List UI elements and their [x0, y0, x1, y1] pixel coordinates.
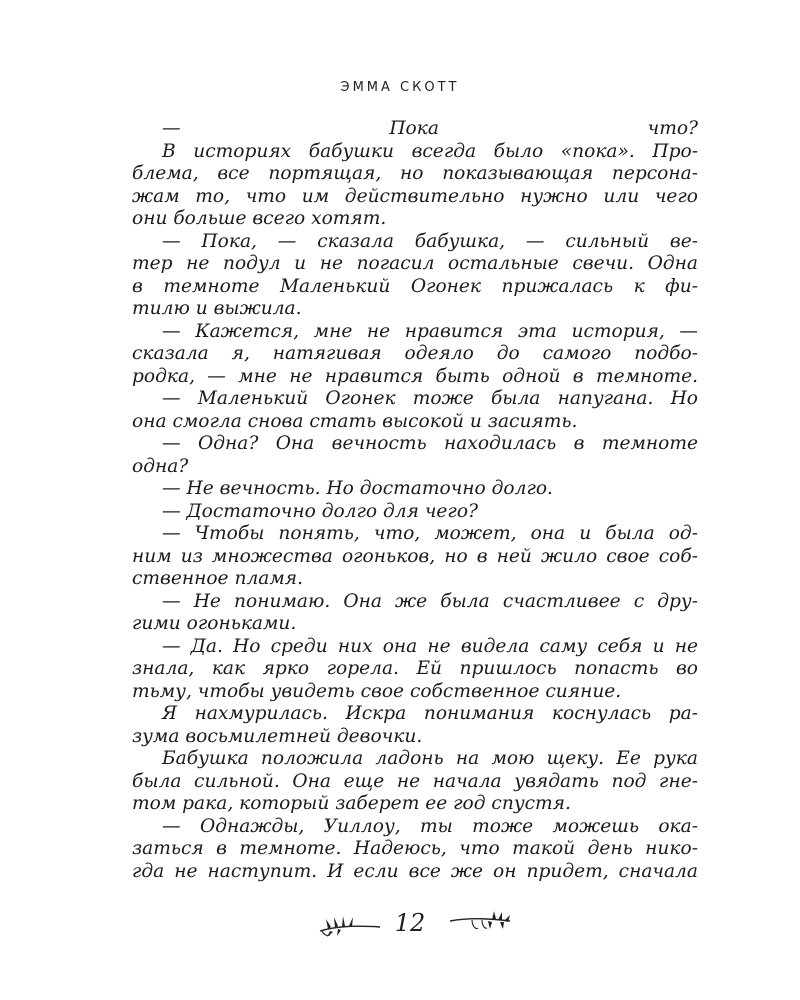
text-line: — Да. Но среди них она не видела саму себя и не	[162, 635, 698, 657]
text-line: — Одна? Она вечность находилась в темноте	[162, 433, 698, 454]
text-line: Бабушка положила ладонь на мою щеку. Ее рука	[162, 748, 698, 769]
page-footer	[0, 905, 800, 945]
text-line: — Достаточно долго для чего?	[162, 500, 478, 522]
text-line: — Чтобы понять, что, может, она и была од-	[162, 523, 698, 544]
text-line: зума восьмилетней девочки.	[132, 725, 423, 747]
text-line: — Не вечность. Но достаточно долго.	[162, 478, 553, 499]
text-line: Я нахмурилась. Искра понимания коснулась ра-	[162, 703, 698, 724]
text-line: — Пока что?	[162, 118, 698, 139]
leafy-vine-ornament-icon	[448, 907, 514, 943]
text-line: — Не понимаю. Она же была счастливее с дру-	[162, 590, 698, 612]
text-line: В историях бабушки всегда было «пока». Про-	[162, 140, 698, 162]
text-line: — Кажется, мне не нравится эта история, —	[162, 320, 698, 342]
text-line: блема, все портящая, но показывающая персона-	[132, 163, 698, 184]
text-line: сказала я, натягивая одеяло до самого подбо-	[132, 343, 698, 364]
text-line: — Пока, — сказала бабушка, — сильный ве-	[162, 230, 698, 252]
text-line: гими огоньками.	[132, 613, 297, 634]
text-line: жам то, что им действительно нужно или чего	[132, 185, 698, 207]
text-line: том рака, который заберет ее год спустя.	[132, 793, 571, 814]
text-line: они больше всего хотят.	[132, 208, 387, 229]
text-line: тер не подул и не погасил остальные свечи. Одна	[132, 253, 698, 274]
text-line: была сильной. Она еще не начала увядать под гне-	[132, 770, 698, 792]
text-line: — Однажды, Уиллоу, ты тоже можешь ока-	[162, 815, 698, 837]
text-line: тилю и выжила.	[132, 298, 302, 319]
text-line: в темноте Маленький Огонек прижалась к фи-	[132, 275, 698, 297]
leafy-vine-ornament-icon	[316, 907, 382, 943]
text-line: одна?	[132, 455, 189, 477]
text-line: родка, — мне не нравится быть одной в темноте.	[132, 365, 698, 387]
page-number: 12	[394, 909, 426, 937]
text-line: знала, как ярко горела. Ей пришлось попасть во	[132, 658, 698, 679]
text-line: — Маленький Огонек тоже была напугана. Но	[162, 388, 698, 409]
text-line: заться в темноте. Надеюсь, что такой день нико-	[132, 838, 698, 859]
text-line: она смогла снова стать высокой и засиять.	[132, 410, 578, 432]
text-line: гда не наступит. И если все же он придет, сначала	[132, 860, 698, 882]
text-line: ственное пламя.	[132, 568, 304, 589]
running-header: ЭММА СКОТТ	[340, 80, 460, 95]
text-line: тьму, чтобы увидеть свое собственное сияние.	[132, 680, 622, 702]
body-text	[132, 118, 698, 883]
text-line: ним из множества огоньков, но в ней жило свое соб-	[132, 545, 698, 567]
